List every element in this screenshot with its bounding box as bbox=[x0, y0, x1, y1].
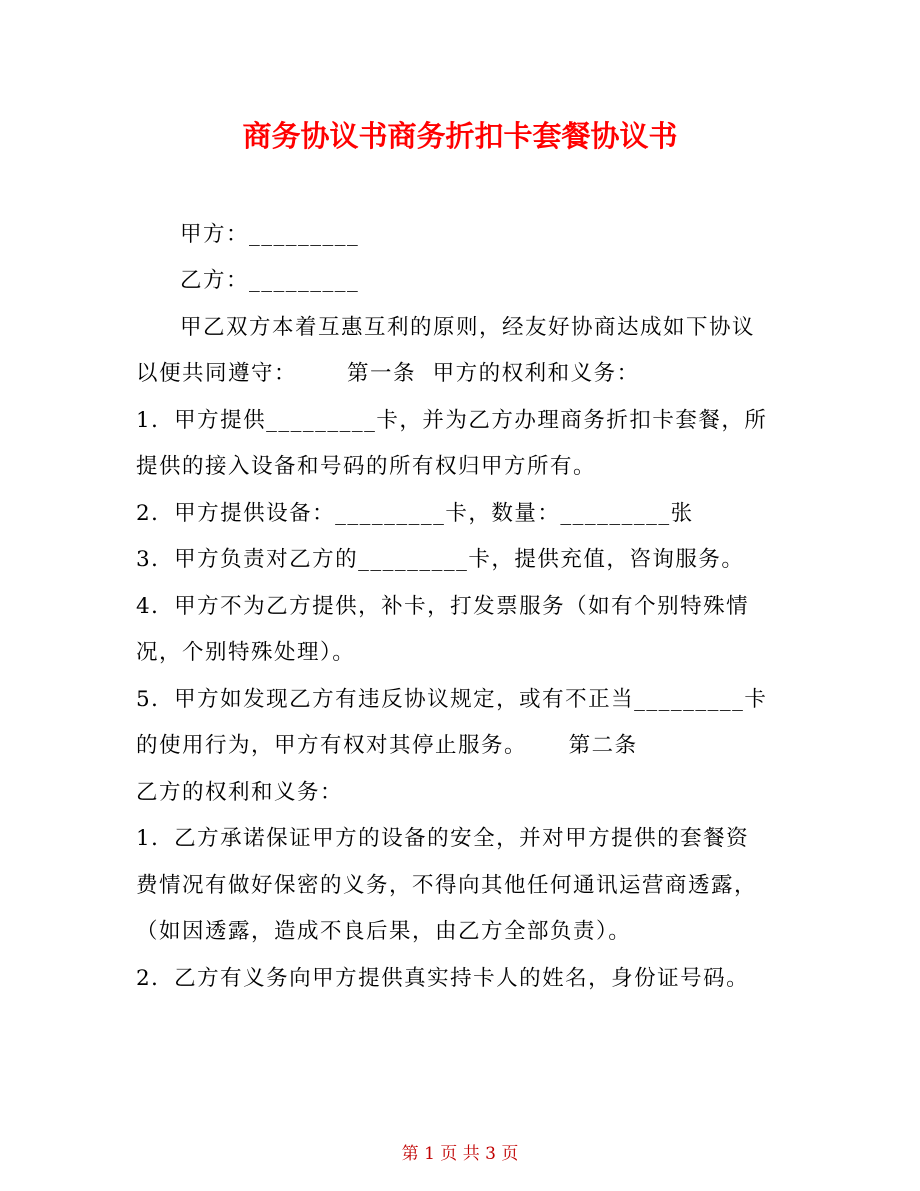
paragraph-line: 况，个别特殊处理）。 bbox=[136, 640, 356, 665]
paragraph-line: 5．甲方如发现乙方有违反协议规定，或有不正当_________卡 bbox=[136, 687, 768, 712]
paragraph-line: 2．乙方有义务向甲方提供真实持卡人的姓名，身份证号码。 bbox=[136, 966, 750, 991]
paragraph-line: 1．乙方承诺保证甲方的设备的安全，并对甲方提供的套餐资 bbox=[136, 826, 750, 851]
paragraph-line: 以便共同遵守： 第一条 甲方的权利和义务： bbox=[136, 361, 640, 386]
paragraph-line: 1．甲方提供_________卡，并为乙方办理商务折扣卡套餐，所 bbox=[136, 408, 768, 433]
paragraph-line: 3．甲方负责对乙方的_________卡，提供充值，咨询服务。 bbox=[136, 547, 745, 572]
paragraph-line: （如因透露，造成不良后果，由乙方全部负责）。 bbox=[136, 919, 632, 944]
paragraph-line: 费情况有做好保密的义务，不得向其他任何通讯运营商透露， bbox=[136, 873, 758, 898]
paragraph-line: 的使用行为，甲方有权对其停止服务。 第二条 bbox=[136, 733, 638, 758]
paragraph-line: 4．甲方不为乙方提供，补卡，打发票服务（如有个别特殊情 bbox=[136, 594, 750, 619]
page-number-footer: 第 1 页 共 3 页 bbox=[401, 1144, 519, 1164]
document-title: 商务协议书商务折扣卡套餐协议书 bbox=[242, 119, 678, 153]
paragraph-line: 提供的接入设备和号码的所有权归甲方所有。 bbox=[136, 454, 597, 479]
paragraph-line: 乙方的权利和义务： bbox=[136, 780, 344, 805]
paragraph-line: 2．甲方提供设备：_________卡，数量：_________张 bbox=[136, 501, 694, 526]
paragraph-line: 甲乙双方本着互惠互利的原则，经友好协商达成如下协议 bbox=[180, 315, 756, 340]
party-a-line: 甲方：_________ bbox=[180, 222, 360, 247]
party-b-line: 乙方：_________ bbox=[180, 268, 360, 293]
